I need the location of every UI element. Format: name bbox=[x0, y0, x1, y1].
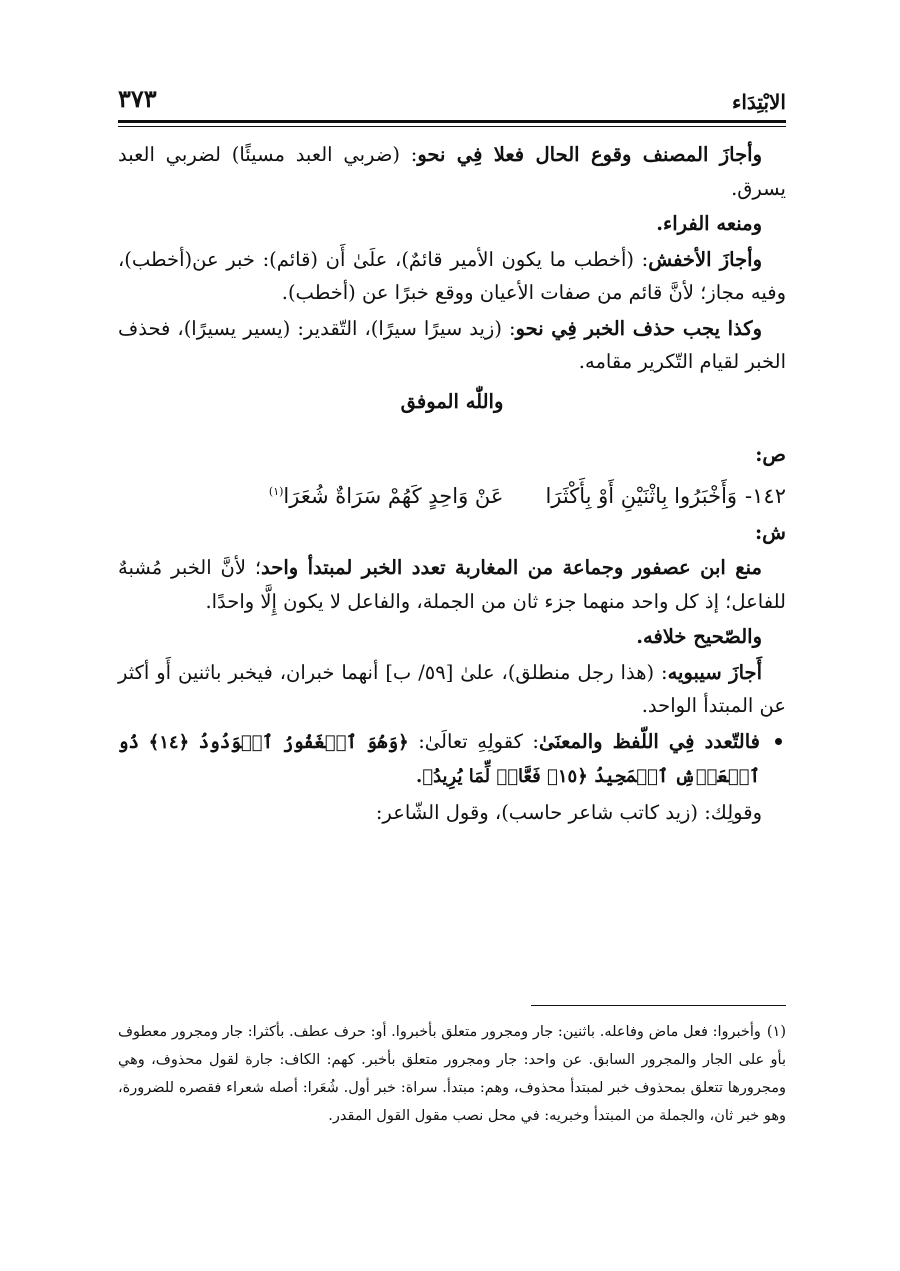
paragraph-7-bold: أَجازَ سيبويه bbox=[667, 660, 762, 684]
verse-line bbox=[118, 472, 786, 516]
paragraph-3-bold: وأجازَ الأخفش bbox=[648, 247, 762, 271]
paragraph-4 bbox=[118, 312, 786, 379]
footnote-marker: (١) bbox=[268, 484, 284, 498]
book-page bbox=[118, 0, 786, 1271]
bullet-icon bbox=[775, 738, 782, 745]
main-text bbox=[118, 138, 786, 829]
paragraph-1-text: : (ضربي العبد مسيئًا) لضربي العبد يسرق. bbox=[118, 143, 786, 200]
paragraph-4-bold: وكذا يجب حذف الخبر فِي نحو bbox=[515, 316, 763, 340]
paragraph-6: والصّحيح خلافه. bbox=[636, 625, 762, 648]
header-rule-thin bbox=[118, 126, 786, 127]
bullet-item bbox=[118, 725, 786, 794]
header-rule-thick bbox=[118, 120, 786, 123]
paragraph-2: ومنعه الفراء. bbox=[656, 212, 762, 235]
closing-phrase: واللّٰه الموفق bbox=[400, 389, 504, 413]
paragraph-7 bbox=[118, 656, 786, 723]
page-number: ٣٧٣ bbox=[118, 84, 157, 113]
paragraph-3-text: : (أخطب ما يكون الأمير قائمٌ)، علَىٰ أَن (قائم): خبر عن(أخطب)، وفيه مجاز؛ لأنَّ قائم من صفات الأعيان ووقع خبرًا عن (أخطب). bbox=[118, 247, 786, 304]
quran-quote: ﴿وَهُوَ ٱلۡغَفُورُ ٱلۡوَدُودُ ﴿١٤﴾ ذُو ٱلۡعَرۡشِ ٱلۡمَجِيدُ ﴿١٥﴾ فَعَّالٞ لِّمَا يُرِيدُ﴾. bbox=[118, 731, 760, 787]
footnote-number: (١) bbox=[766, 1024, 786, 1040]
footnote-text: وأخبروا: فعل ماض وفاعله. باثنين: جار ومجرور متعلق بأخبروا. أو: حرف عطف. بأكثرا: جار ومجرور معطوف بأو على الجار والمجرور السابق. عن واحد: جار ومجرور متعلق بأخبر. كهم: الكاف: جارة لقول محذوف، وهي ومجرورها تتعلق بمحذوف خبر لمبتدأ محذوف، وهم: مبتدأ. سراة: خبر أول. شُعَرا: أصله شعراء فقصره للضرورة، وهو خبر ثان، والجملة من المبتدأ وخبريه: في محل نصب مقول القول المقدر. bbox=[118, 1024, 786, 1124]
page-header bbox=[118, 84, 786, 118]
paragraph-3 bbox=[118, 243, 786, 310]
paragraph-1 bbox=[118, 138, 786, 205]
bullet-bold: فالتّعدد فِي اللّفظ والمعنَىٰ bbox=[538, 729, 760, 753]
paragraph-5-text: ؛ لأنَّ الخبر مُشبهٌ للفاعل؛ إذ كل واحد منهما جزء ثان من الجملة، والفاعل لا يكون إِلَّا واحدًا. bbox=[118, 556, 786, 613]
paragraph-4-text: : (زيد سيرًا سيرًا)، التّقدير: (يسير يسيرًا)، فحذف الخبر لقيام التّكرير مقامه. bbox=[118, 316, 786, 373]
footnote-1 bbox=[118, 1018, 786, 1130]
footnote-separator bbox=[531, 1005, 786, 1006]
verse-number: ١٤٢- bbox=[745, 483, 786, 508]
verse-second-hemistich: عَنْ وَاحِدٍ كَهُمْ سَرَاةٌ شُعَرَا bbox=[283, 483, 504, 508]
text-label-s: ص: bbox=[755, 443, 786, 466]
text-label-sh: ش: bbox=[754, 520, 786, 544]
bullet-text: : كقولِهِ تعالَىٰ: bbox=[408, 729, 539, 753]
footnotes bbox=[118, 1018, 786, 1130]
paragraph-7-text: : (هذا رجل منطلق)، علىٰ [٥٩/ ب] أنهما خبران، فيخبر باثنين أَو أكثر عن المبتدأ الواحد. bbox=[118, 660, 786, 717]
running-title: الابْتِدَاء bbox=[731, 90, 786, 114]
paragraph-5-bold: منع ابن عصفور وجماعة من المغاربة تعدد الخبر لمبتدأ واحد bbox=[261, 556, 762, 579]
paragraph-5 bbox=[118, 551, 786, 618]
paragraph-1-bold: وأجازَ المصنف وقوع الحال فعلا فِي نحو bbox=[417, 143, 763, 166]
verse-first-hemistich: وَأَخْبَرُوا بِاثْنَيْنِ أَوْ بِأَكْثَرَا bbox=[545, 483, 738, 508]
paragraph-8: وقولِك: (زيد كاتب شاعر حاسب)، وقول الشّاعر: bbox=[375, 800, 762, 824]
